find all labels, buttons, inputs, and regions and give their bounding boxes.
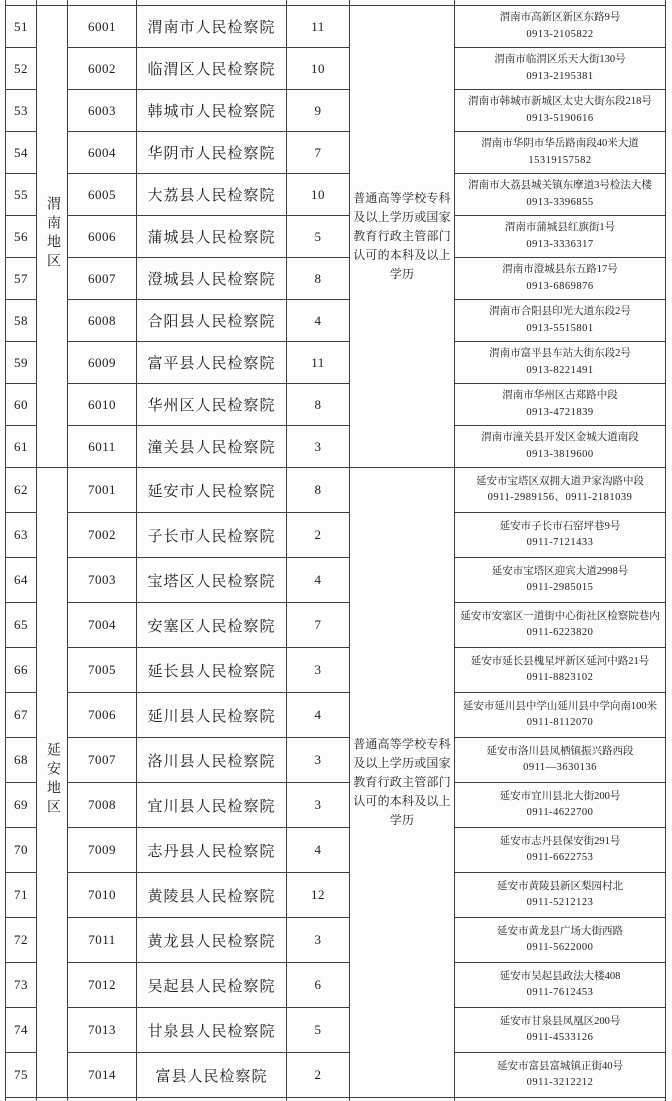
unit-code: 7011 [68, 918, 137, 963]
sequence-number: 61 [6, 426, 37, 468]
phone-text: 0911-5622000 [526, 942, 594, 953]
address-cell [455, 648, 666, 693]
table-row [6, 258, 666, 300]
unit-code: 7010 [68, 873, 137, 918]
unit-code: 7007 [68, 738, 137, 783]
table-body [6, 0, 666, 1101]
table-row [6, 918, 666, 963]
address-text: 延安市宝塔区迎宾大道2998号 [491, 565, 629, 577]
table-row [6, 558, 666, 603]
table-row [6, 468, 666, 513]
unit-code: 7013 [68, 1008, 137, 1053]
unit-code: 7014 [68, 1053, 137, 1098]
recruit-quota: 5 [287, 216, 350, 258]
sequence-number: 72 [6, 918, 37, 963]
unit-code: 6002 [68, 48, 137, 90]
address-cell [455, 873, 666, 918]
partial-cell [287, 1098, 350, 1101]
unit-name: 子长市人民检察院 [137, 513, 287, 558]
recruit-quota: 11 [287, 342, 350, 384]
unit-code: 6005 [68, 174, 137, 216]
phone-text: 0913-8221491 [526, 364, 594, 376]
table-row [6, 90, 666, 132]
unit-code: 6011 [68, 426, 137, 468]
phone-text: 0913-6869876 [526, 280, 594, 292]
table-row [6, 6, 666, 48]
recruit-quota: 5 [287, 1008, 350, 1053]
sequence-number: 58 [6, 300, 37, 342]
address-cell [455, 513, 666, 558]
recruit-quota: 8 [287, 468, 350, 513]
education-requirement: 普通高等学校专科及以上学历或国家教育行政主管部门认可的本科及以上学历 [350, 468, 455, 1098]
address-text: 渭南市澄城县东五路17号 [502, 264, 618, 276]
unit-name: 黄陵县人民检察院 [137, 873, 287, 918]
unit-name: 富县人民检察院 [137, 1053, 287, 1098]
phone-text: 0911-6223820 [526, 627, 594, 638]
unit-name: 蒲城县人民检察院 [137, 216, 287, 258]
unit-name: 渭南市人民检察院 [137, 6, 287, 48]
recruit-quota: 9 [287, 90, 350, 132]
table-row [6, 216, 666, 258]
recruit-quota: 11 [287, 6, 350, 48]
table-row [6, 48, 666, 90]
sequence-number: 67 [6, 693, 37, 738]
unit-name: 临渭区人民检察院 [137, 48, 287, 90]
table-row [6, 963, 666, 1008]
address-cell [455, 216, 666, 258]
phone-text: 0911-7612453 [526, 987, 594, 998]
address-text: 延安市延川县中学山延川县中学向南100米 [462, 700, 658, 712]
table-row [6, 1053, 666, 1098]
recruit-quota: 2 [287, 1053, 350, 1098]
partial-clipped-row-bottom [6, 1098, 666, 1101]
unit-name: 韩城市人民检察院 [137, 90, 287, 132]
sequence-number: 66 [6, 648, 37, 693]
address-text: 渭南市蒲城县红旗街1号 [504, 222, 616, 234]
phone-text: 0913-3336317 [526, 238, 594, 250]
phone-text: 0911-2989156、0911-2181039 [487, 492, 633, 503]
unit-code: 6007 [68, 258, 137, 300]
partial-cell [350, 1098, 455, 1101]
address-cell [455, 558, 666, 603]
phone-text: 0911-2985015 [526, 582, 594, 593]
sequence-number: 73 [6, 963, 37, 1008]
sequence-number: 54 [6, 132, 37, 174]
unit-code: 7009 [68, 828, 137, 873]
address-cell [455, 963, 666, 1008]
unit-code: 6003 [68, 90, 137, 132]
unit-code: 7004 [68, 603, 137, 648]
unit-code: 7008 [68, 783, 137, 828]
unit-roster-table [5, 0, 666, 1101]
sequence-number: 60 [6, 384, 37, 426]
unit-name: 志丹县人民检察院 [137, 828, 287, 873]
address-text: 延安市甘泉县凤凰区200号 [499, 1015, 621, 1027]
table-row [6, 513, 666, 558]
phone-text: 0911-6622753 [526, 852, 594, 863]
address-text: 渭南市华州区古郑路中段 [502, 390, 618, 402]
phone-text: 0911-8112070 [526, 717, 594, 728]
address-text: 渭南市临渭区乐天大街130号 [494, 54, 626, 66]
address-text: 渭南市韩城市新城区太史大街东段218号 [468, 96, 652, 108]
sequence-number: 70 [6, 828, 37, 873]
address-cell [455, 603, 666, 648]
region-label-cell [37, 468, 68, 1098]
address-cell [455, 828, 666, 873]
unit-code: 6008 [68, 300, 137, 342]
unit-name: 黄龙县人民检察院 [137, 918, 287, 963]
unit-code: 6004 [68, 132, 137, 174]
partial-cell [37, 1098, 68, 1101]
table-row [6, 174, 666, 216]
address-text: 延安市富县富城镇正街40号 [497, 1060, 623, 1072]
phone-text: 0911—3630136 [523, 762, 597, 773]
phone-text: 0911-7121433 [526, 537, 594, 548]
recruit-quota: 2 [287, 513, 350, 558]
unit-name: 潼关县人民检察院 [137, 426, 287, 468]
sequence-number: 74 [6, 1008, 37, 1053]
phone-text: 0913-4721839 [526, 406, 594, 418]
sequence-number: 53 [6, 90, 37, 132]
phone-text: 0911-4622700 [526, 807, 594, 818]
address-cell [455, 738, 666, 783]
unit-name: 华州区人民检察院 [137, 384, 287, 426]
unit-code: 7003 [68, 558, 137, 603]
unit-code: 7002 [68, 513, 137, 558]
unit-name: 宝塔区人民检察院 [137, 558, 287, 603]
address-text: 渭南市合阳县印光大道东段2号 [489, 306, 631, 318]
unit-name: 延川县人民检察院 [137, 693, 287, 738]
address-text: 延安市宝塔区双拥大道尹家沟路中段 [476, 475, 644, 487]
address-cell [455, 132, 666, 174]
unit-name: 华阴市人民检察院 [137, 132, 287, 174]
table-row [6, 648, 666, 693]
table-row [6, 738, 666, 783]
phone-text: 0913-5190616 [526, 112, 594, 124]
sequence-number: 65 [6, 603, 37, 648]
unit-code: 7006 [68, 693, 137, 738]
address-cell [455, 1008, 666, 1053]
sequence-number: 51 [6, 6, 37, 48]
sequence-number: 75 [6, 1053, 37, 1098]
address-text: 延安市安塞区一道街中心街社区检察院巷内 [460, 610, 660, 622]
phone-text: 0911-4533126 [526, 1032, 594, 1043]
address-cell [455, 48, 666, 90]
recruit-quota: 4 [287, 558, 350, 603]
address-text: 渭南市富平县车站大街东段2号 [489, 348, 631, 360]
unit-name: 甘泉县人民检察院 [137, 1008, 287, 1053]
region-label-cell [37, 6, 68, 468]
address-text: 延安市志丹县保安街291号 [499, 835, 621, 847]
address-text: 渭南市潼关县开发区金城大道南段 [481, 432, 639, 444]
address-text: 延安市黄陵县新区梨园村北 [497, 880, 623, 892]
recruit-quota: 3 [287, 918, 350, 963]
table-row [6, 603, 666, 648]
table-row [6, 426, 666, 468]
unit-name: 吴起县人民检察院 [137, 963, 287, 1008]
sequence-number: 52 [6, 48, 37, 90]
unit-name: 宜川县人民检察院 [137, 783, 287, 828]
education-requirement: 普通高等学校专科及以上学历或国家教育行政主管部门认可的本科及以上学历 [350, 6, 455, 468]
address-cell [455, 918, 666, 963]
address-text: 延安市延长县槐星坪新区延河中路21号 [470, 655, 650, 667]
address-text: 渭南市大荔县城关镇东摩道3号检法大楼 [468, 180, 652, 192]
unit-code: 6009 [68, 342, 137, 384]
unit-code: 6001 [68, 6, 137, 48]
address-cell [455, 300, 666, 342]
address-text: 延安市吴起县政法大楼408 [499, 970, 621, 982]
sequence-number: 56 [6, 216, 37, 258]
unit-code: 6010 [68, 384, 137, 426]
table-row [6, 828, 666, 873]
partial-cell [6, 1098, 37, 1101]
recruit-quota: 10 [287, 48, 350, 90]
sequence-number: 59 [6, 342, 37, 384]
partial-cell [137, 1098, 287, 1101]
phone-text: 0913-2195381 [526, 70, 594, 82]
phone-text: 0913-2105822 [526, 28, 594, 40]
address-text: 延安市宜川县北大街200号 [499, 790, 621, 802]
region-label: 渭南地区 [45, 196, 60, 272]
table-row [6, 693, 666, 738]
recruit-quota: 12 [287, 873, 350, 918]
recruit-quota: 3 [287, 738, 350, 783]
sequence-number: 62 [6, 468, 37, 513]
sequence-number: 68 [6, 738, 37, 783]
address-cell [455, 174, 666, 216]
phone-text: 0911-8823102 [526, 672, 594, 683]
recruit-quota: 4 [287, 300, 350, 342]
address-cell [455, 258, 666, 300]
address-cell [455, 90, 666, 132]
unit-name: 富平县人民检察院 [137, 342, 287, 384]
address-cell [455, 342, 666, 384]
table-row [6, 1008, 666, 1053]
unit-name: 合阳县人民检察院 [137, 300, 287, 342]
partial-cell [455, 1098, 666, 1101]
unit-code: 6006 [68, 216, 137, 258]
table-row [6, 384, 666, 426]
unit-code: 7005 [68, 648, 137, 693]
address-text: 渭南市高新区新区东路9号 [499, 12, 621, 24]
sequence-number: 69 [6, 783, 37, 828]
recruit-quota: 7 [287, 603, 350, 648]
unit-code: 7001 [68, 468, 137, 513]
table-row [6, 342, 666, 384]
address-cell [455, 6, 666, 48]
address-cell [455, 384, 666, 426]
address-text: 渭南市华阴市华岳路南段40米大道 [481, 138, 639, 150]
recruit-quota: 4 [287, 828, 350, 873]
recruit-quota: 8 [287, 384, 350, 426]
address-text: 延安市洛川县凤栖镇振兴路西段 [486, 745, 634, 757]
unit-name: 安塞区人民检察院 [137, 603, 287, 648]
partial-cell [68, 1098, 137, 1101]
sequence-number: 55 [6, 174, 37, 216]
phone-text: 15319157582 [528, 154, 592, 166]
unit-name: 大荔县人民检察院 [137, 174, 287, 216]
address-cell [455, 1053, 666, 1098]
phone-text: 0913-5515801 [526, 322, 594, 334]
table-row [6, 873, 666, 918]
address-text: 延安市子长市石窑坪巷9号 [499, 520, 621, 532]
table-row [6, 132, 666, 174]
unit-name: 延安市人民检察院 [137, 468, 287, 513]
phone-text: 0911-5212123 [526, 897, 594, 908]
recruit-quota: 4 [287, 693, 350, 738]
phone-text: 0911-3212212 [526, 1077, 594, 1088]
recruit-quota: 3 [287, 426, 350, 468]
recruit-quota: 6 [287, 963, 350, 1008]
sequence-number: 71 [6, 873, 37, 918]
recruit-quota: 3 [287, 648, 350, 693]
sequence-number: 57 [6, 258, 37, 300]
recruit-quota: 8 [287, 258, 350, 300]
unit-code: 7012 [68, 963, 137, 1008]
region-label: 延安地区 [45, 742, 60, 818]
recruit-quota: 10 [287, 174, 350, 216]
unit-name: 澄城县人民检察院 [137, 258, 287, 300]
phone-text: 0913-3819600 [526, 448, 594, 460]
sequence-number: 63 [6, 513, 37, 558]
recruit-quota: 3 [287, 783, 350, 828]
phone-text: 0913-3396855 [526, 196, 594, 208]
address-cell [455, 426, 666, 468]
unit-name: 洛川县人民检察院 [137, 738, 287, 783]
address-cell [455, 783, 666, 828]
sequence-number: 64 [6, 558, 37, 603]
recruit-quota: 7 [287, 132, 350, 174]
table-row [6, 783, 666, 828]
address-cell [455, 468, 666, 513]
address-cell [455, 693, 666, 738]
address-text: 延安市黄龙县广场大街西路 [497, 925, 623, 937]
unit-name: 延长县人民检察院 [137, 648, 287, 693]
table-row [6, 300, 666, 342]
